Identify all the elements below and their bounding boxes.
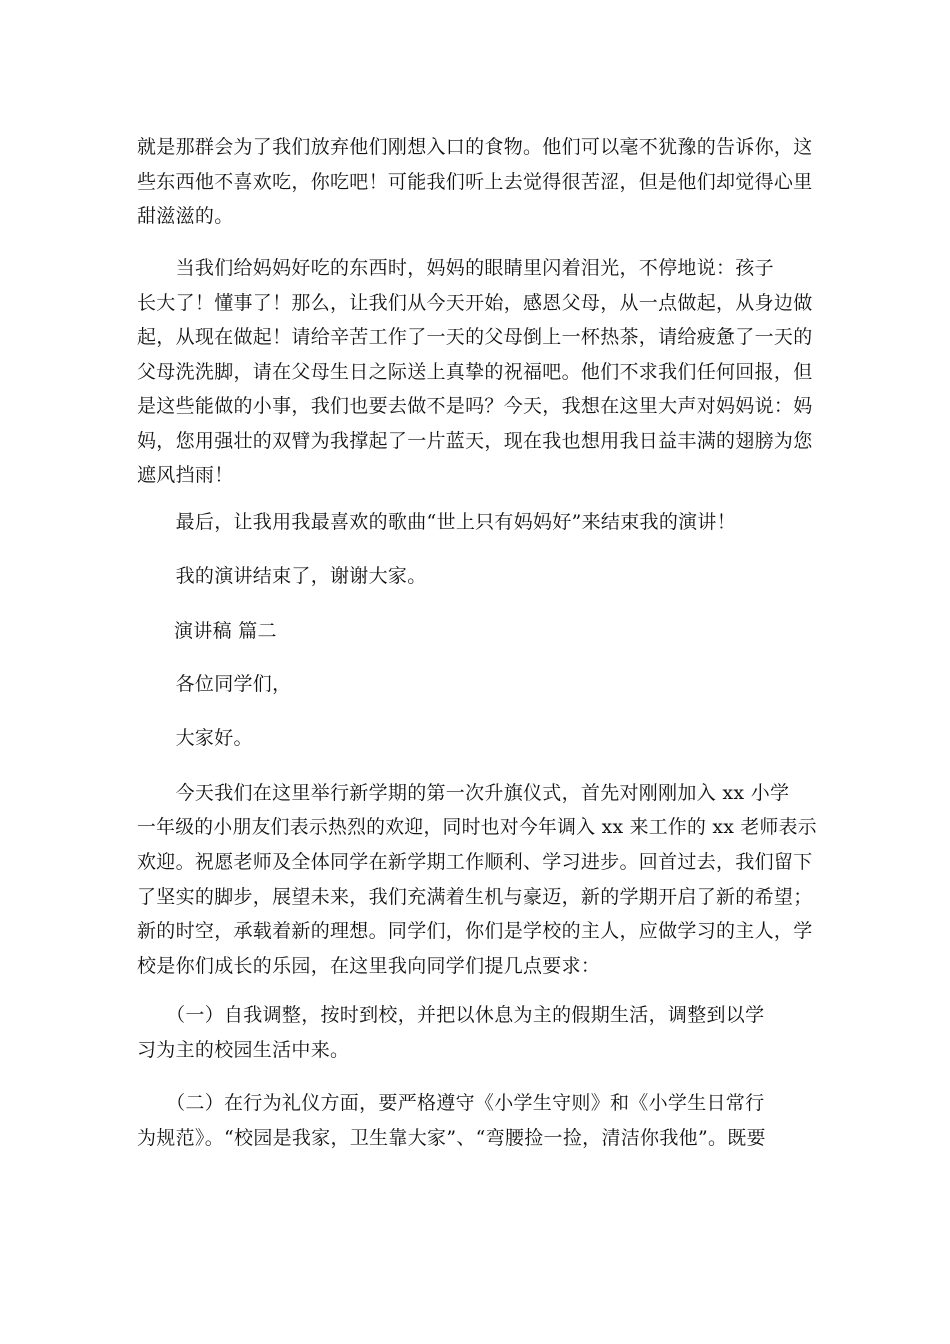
paragraph-8 (137, 998, 817, 1067)
paragraph-7 (137, 776, 817, 983)
paragraph-1 (137, 130, 817, 234)
text-line: 习为主的校园生活中来。 (137, 1038, 350, 1061)
text-line: 各位同学们， (137, 673, 292, 695)
paragraph-6 (137, 721, 817, 756)
text-line: 当我们给妈妈好吃的东西时，妈妈的眼睛里闪着泪光，不停地说：孩子 (137, 257, 774, 279)
text-line: 是这些能做的小事，我们也要去做不是吗？今天，我想在这里大声对妈妈说：妈 (137, 395, 813, 417)
text-line: 妈，您用强壮的双臂为我撑起了一片蓝天，现在我也想用我日益丰满的翅膀为您 (137, 429, 813, 452)
text-line: 今天我们在这里举行新学期的第一次升旗仪式，首先对刚刚加入 xx 小学 (137, 782, 790, 804)
text-line: （二）在行为礼仪方面，要严格遵守《小学生守则》和《小学生日常行 (137, 1092, 765, 1114)
text-line: 了坚实的脚步，展望未来，我们充满着生机与豪迈，新的学期开启了新的希望； (137, 885, 813, 908)
paragraph-4 (137, 559, 817, 594)
text-line: 长大了！懂事了！那么，让我们从今天开始，感恩父母，从一点做起，从身边做 (137, 291, 813, 314)
text-line: 就是那群会为了我们放弃他们刚想入口的食物。他们可以毫不犹豫的告诉你，这 (137, 136, 813, 158)
text-line: 甜滋滋的。 (137, 205, 234, 227)
text-line: 为规范》。“校园是我家，卫生靠大家”、“弯腰捡一捡，清洁你我他”。既要 (137, 1126, 766, 1149)
paragraph-5 (137, 667, 817, 702)
text-line: 大家好。 (137, 727, 253, 749)
text-line: 我的演讲结束了，谢谢大家。 (137, 565, 427, 587)
text-line: 起，从现在做起！请给辛苦工作了一天的父母倒上一杯热茶，请给疲惫了一天的 (137, 326, 813, 348)
text-line: 父母洗洗脚，请在父母生日之际送上真挚的祝福吧。他们不求我们任何回报，但 (137, 360, 813, 383)
paragraph-2 (137, 251, 817, 493)
text-line: 一年级的小朋友们表示热烈的欢迎，同时也对今年调入 xx 来工作的 xx 老师表示 (137, 816, 817, 838)
paragraph-9 (137, 1086, 817, 1155)
text-line: 新的时空，承载着新的理想。同学们，你们是学校的主人，应做学习的主人，学 (137, 920, 813, 942)
paragraph-3 (137, 505, 817, 540)
text-line: 校是你们成长的乐园，在这里我向同学们提几点要求： (137, 954, 601, 977)
section-heading: 演讲稿 篇二 (174, 620, 277, 642)
text-line: （一）自我调整，按时到校，并把以休息为主的假期生活，调整到以学 (137, 1004, 765, 1026)
text-line: 些东西他不喜欢吃，你吃吧！可能我们听上去觉得很苦涩，但是他们却觉得心里 (137, 170, 813, 193)
text-line: 遮风挡雨！ (137, 464, 234, 486)
text-line: 欢迎。祝愿老师及全体同学在新学期工作顺利、学习进步。回首过去，我们留下 (137, 851, 813, 873)
text-line: 最后，让我用我最喜欢的歌曲“世上只有妈妈好”来结束我的演讲！ (137, 511, 737, 533)
